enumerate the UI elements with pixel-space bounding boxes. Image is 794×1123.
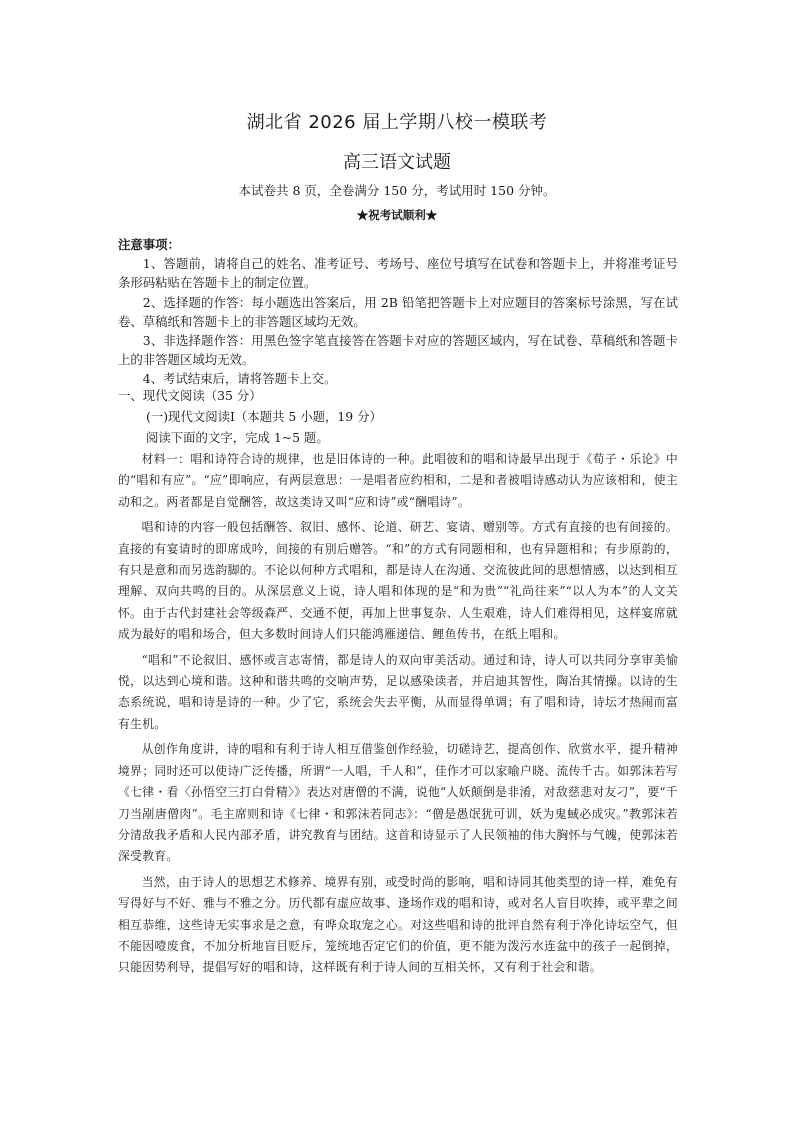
article-paragraph: 当然，由于诗人的思想艺术修养、境界有别，或受时尚的影响，唱和诗同其他类型的诗一样，难免有写得好与不好、雅与不雅之分。历代都有虚应故事、逢场作戏的唱和诗，或对名人盲目吹捧，或平辈之间相互恭维，这些诗无实事求是之意，有哗众取宠之心。对这些唱和诗的批评自然有利于净化诗坛空气，但不能因噎废食，不加分析地盲目贬斥，笼统地否定它们的价值，更不能为泼污水连盆中的孩子一起倒掉，只能因势利导，提倡写好的唱和诗，这样既有利于诗人间的互相关怀，又有利于社会和谐。	[118, 874, 678, 975]
exam-subtitle: 高三语文试题	[343, 152, 451, 173]
exam-title: 湖北省 2026 届上学期八校一模联考	[246, 112, 548, 133]
blessing-line: ★祝考试顺利★	[356, 208, 438, 222]
note-item: 3、非选择题作答：用黑色签字笔直接答在答题卡对应的答题区域内，写在试卷、草稿纸和答题卡上的非答题区域均无效。	[118, 333, 678, 368]
note-item: 4、考试结束后，请将答题卡上交。	[142, 371, 337, 387]
section-instruction: 阅读下面的文字，完成 1~5 题。	[146, 430, 329, 445]
reading-article	[118, 449, 678, 983]
note-item: 2、选择题的作答：每小题选出答案后，用 2B 铅笔把答题卡上对应题目的答案标号涂黑，写在试卷、草稿纸和答题卡上的非答题区域均无效。	[118, 294, 678, 329]
article-paragraph: 材料一：唱和诗符合诗的规律，也是旧体诗的一种。此唱彼和的唱和诗最早出现于《荀子・乐论》中的“唱和有应”。“应”即响应，有两层意思：一是唱者应约相和，二是和者被唱诗感动认为应该相和，使主动和之。两者都是自觉酬答，故这类诗又叫“应和诗”或“酬唱诗”。	[118, 452, 678, 509]
article-paragraph: 唱和诗的内容一般包括酬答、叙旧、感怀、论道、研艺、宴请、赠别等。方式有直接的也有间接的。直接的有宴请时的即席成吟，间接的有别后赠答。“和”的方式有同题相和，也有异题相和；有步原韵的，有只是意和而另选韵脚的。不论以何种方式唱和，都是诗人在沟通、交流彼此间的思想情感，以达到相互理解、双向共鸣的目的。从深层意义上说，诗人唱和体现的是“和为贵”“礼尚往来”“以人为本”的人文关怀。由于古代封建社会等级森严、交通不便，再加上世事复杂、人生艰难，诗人们难得相见，这样宴席就成为最好的唱和场合，但大多数时间诗人们只能鸿雁递信、鲤鱼传书，在纸上唱和。	[118, 520, 678, 642]
exam-info: 本试卷共 8 页，全卷满分 150 分，考试用时 150 分钟。	[238, 183, 556, 198]
note-item: 1、答题前，请将自己的姓名、准考证号、考场号、座位号填写在试卷和答题卡上，并将准考证号条形码粘贴在答题卡上的制定位置。	[118, 256, 678, 291]
article-paragraph: 从创作角度讲，诗的唱和有利于诗人相互借鉴创作经验，切磋诗艺，提高创作、欣赏水平，提升精神境界；同时还可以使诗广泛传播，所谓“一人唱，千人和”，佳作才可以家喻户晓、流传千古。如郭沫若写《七律・看〈孙悟空三打白骨精〉》表达对唐僧的不满，说他“人妖颠倒是非淆，对敌慈悲对友刁”，要“千刀当剐唐僧肉”。毛主席则和诗《七律・和郭沫若同志》：“僧是愚氓犹可训，妖为鬼蜮必成灾。”教郭沫若分清敌我矛盾和人民内部矛盾，讲究教育与团结。这首和诗显示了人民领袖的伟大胸怀与气魄，使郭沫若深受教育。	[118, 742, 678, 864]
section-heading: 一、现代文阅读（35 分）	[118, 388, 262, 403]
notes-block	[118, 235, 678, 389]
notes-title: 注意事项：	[118, 237, 180, 252]
article-paragraph: “唱和”不论叙旧、感怀或言志寄情，都是诗人的双向审美活动。通过和诗，诗人可以共同分享审美愉悦，以达到心境和谐。这种和谐共鸣的交响声势，足以感染读者，并启迪其智性，陶冶其情操。以诗的生态系统说，唱和诗是诗的一种。少了它，系统会失去平衡，从而显得单调；有了唱和诗，诗坛才热闹而富有生机。	[118, 652, 678, 731]
section-subheading: (一)现代文阅读Ⅰ（本题共 5 小题，19 分）	[146, 409, 382, 424]
